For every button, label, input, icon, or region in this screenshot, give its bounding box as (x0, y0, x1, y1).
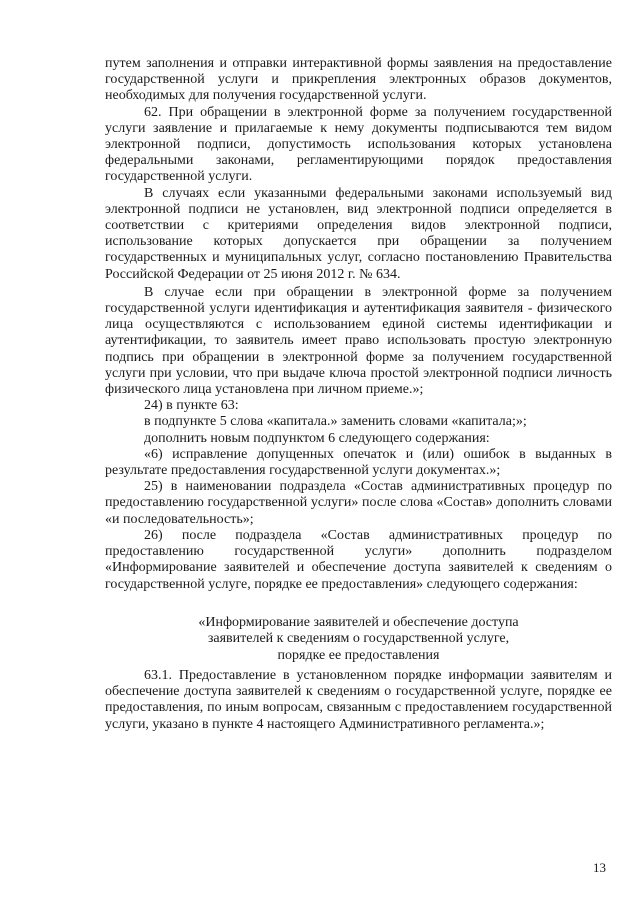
paragraph-continuation: путем заполнения и отправки интерактивной формы заявления на предоставление государственной услуги и прикрепления электронных образов документов, необходимых для получения государственной услуги. (105, 56, 612, 104)
paragraph-subitem-6-intro: дополнить новым подпунктом 6 следующего содержания: (144, 430, 490, 446)
paragraph-63-1: 63.1. Предоставление в установленном порядке информации заявителям и обеспечение доступа заявителей к сведениям о государственной услуге, порядке ее предоставления, по иным вопросам, связанным с предоставлением государственной услуги, указано в пункте 4 настоящего Административного регламента.»; (105, 667, 612, 732)
heading-line-2: заявителей к сведениям о государственной услуге, (207, 631, 510, 647)
paragraph-62: 62. При обращении в электронной форме за получением государственной услуги заявление и прилагаемые к нему документы подписываются тем видом электронной подписи, допустимость использования которых установлена федеральными законами, регламентирующими порядок предоставления государственной услуги. (105, 104, 612, 185)
page-number: 13 (593, 860, 606, 875)
paragraph-subitem-5: в подпункте 5 слова «капитала.» заменить словами «капитала;»; (144, 414, 527, 430)
heading-line-3: порядке ее предоставления (277, 647, 440, 663)
paragraph-subitem-6: «6) исправление допущенных опечаток и (или) ошибок в выданных в результате предоставления государственной услуги документах.»; (105, 446, 612, 479)
document-body (105, 56, 612, 733)
paragraph-item-24: 24) в пункте 63: (144, 398, 239, 414)
paragraph-signature-type: В случаях если указанными федеральными законами используемый вид электронной подписи не установлен, вид электронной подписи определяется в соответствии с критериями определения видов электронной подписи, использование которых допускается при обращении за получением государственных и муниципальных услуг, согласно постановлению Правительства Российской Федерации от 25 июня 2012 г. № 634. (105, 185, 612, 282)
heading-line-1: «Информирование заявителей и обеспечение доступа (198, 614, 519, 630)
paragraph-item-26: 26) после подраздела «Состав административных процедур по предоставлению государственной услуги» дополнить подразделом «Информирование заявителей и обеспечение доступа заявителей к сведениям о государственной услуге, порядке ее предоставления» следующего содержания: (105, 527, 612, 592)
paragraph-identification: В случае если при обращении в электронной форме за получением государственной услуги идентификация и аутентификация заявителя - физического лица осуществляются с использованием единой системы идентификации и аутентификации, то заявитель имеет право использовать простую электронную подпись при обращении в электронной форме за получением государственной услуги при условии, что при выдаче ключа простой электронной подписи личность физического лица установлена при личном приеме.»; (105, 284, 612, 398)
section-heading (105, 615, 612, 664)
paragraph-item-25: 25) в наименовании подраздела «Состав административных процедур по предоставлению государственной услуги» после слова «Состав» дополнить словами «и последовательность»; (105, 479, 612, 527)
